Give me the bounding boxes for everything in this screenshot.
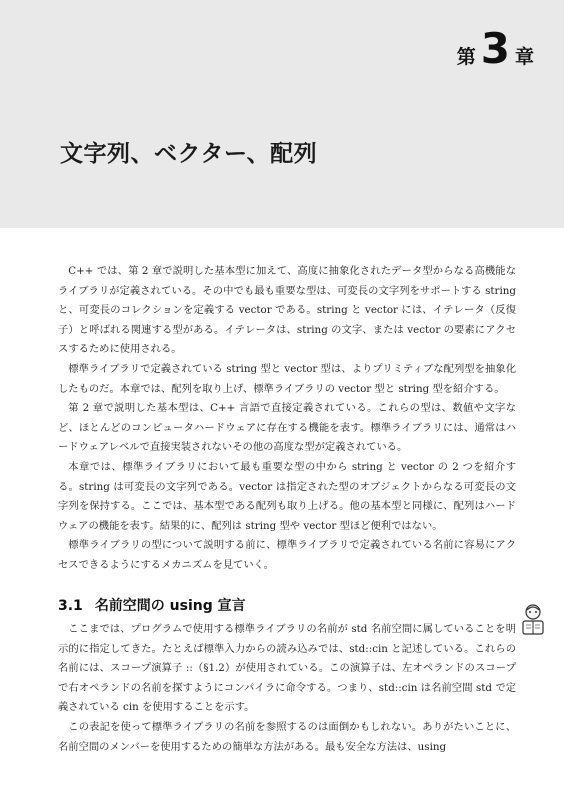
chapter-number-tag [456,24,534,73]
section-number: 3.1 [58,598,83,614]
intro-text [58,262,516,576]
section-text [58,620,516,757]
chapter-title: 文字列、ベクター、配列 [60,141,318,167]
reading-person-icon [518,603,548,637]
section-paragraph: ここまでは、プログラムで使用する標準ライブラリの名前が std 名前空間に属していることを明示的に指定してきた。たとえば標準入力からの読み込みでは、std::cin と記述している。これらの名前には、スコープ演算子 ::（§1.2）が使用されている。この演算子は、左オペランドのスコープで右オペランドの名前を探すようにコンパイラに命令する。つまり、std::cin は名前空間 std で定義されている cin を使用することを示す。 [58,623,516,714]
chapter-suffix: 章 [514,46,534,68]
section-paragraph: この表記を使って標準ライブラリの名前を参照するのは面倒かもしれない。ありがたいことに、名前空間のメンバーを使用するための簡単な方法がある。最も安全な方法は、using [58,720,516,753]
intro-paragraph: 本章では、標準ライブラリにおいて最も重要な型の中から string と vector の 2 つを紹介する。string は可変長の文字列である。vector は指定された型のオブジェクトからなる可変長の文字列を保持する。ここでは、基本型である配列も取り上げる。他の基本型と同様に、配列はハードウェアの機能を表す。結果的に、配列は string 型や vector 型ほど便利ではない。 [58,460,516,532]
section-heading [58,595,246,615]
intro-paragraph: 標準ライブラリで定義されている string 型と vector 型は、よりプリミティブな配列型を抽象化したものだ。本章では、配列を取り上げ、標準ライブラリの vector 型と string 型を紹介する。 [58,362,516,395]
intro-paragraph: C++ では、第 2 章で説明した基本型に加えて、高度に抽象化されたデータ型からなる高機能なライブラリが定義されている。その中でも最も重要な型は、可変長の文字列をサポートする string と、可変長のコレクションを定義する vector である。string と vector には、イテレータ（反復子）と呼ばれる関連する型がある。イテレータは、string の文字、または vector の要素にアクセスするために使用される。 [58,265,516,356]
section-title: 名前空間の using 宣言 [94,598,246,614]
intro-paragraph: 第 2 章で説明した基本型は、C++ 言語で直接定義されている。これらの型は、数値や文字など、ほとんどのコンピュータハードウェアに存在する機能を表す。標準ライブラリには、通常はハードウェアレベルで直接実装されないその他の高度な型が定義されている。 [58,402,516,454]
chapter-number: 3 [480,24,510,73]
chapter-header-band [0,0,564,228]
chapter-prefix: 第 [456,46,476,68]
intro-paragraph: 標準ライブラリの型について説明する前に、標準ライブラリで定義されている名前に容易にアクセスできるようにするメカニズムを見ていく。 [58,539,516,571]
